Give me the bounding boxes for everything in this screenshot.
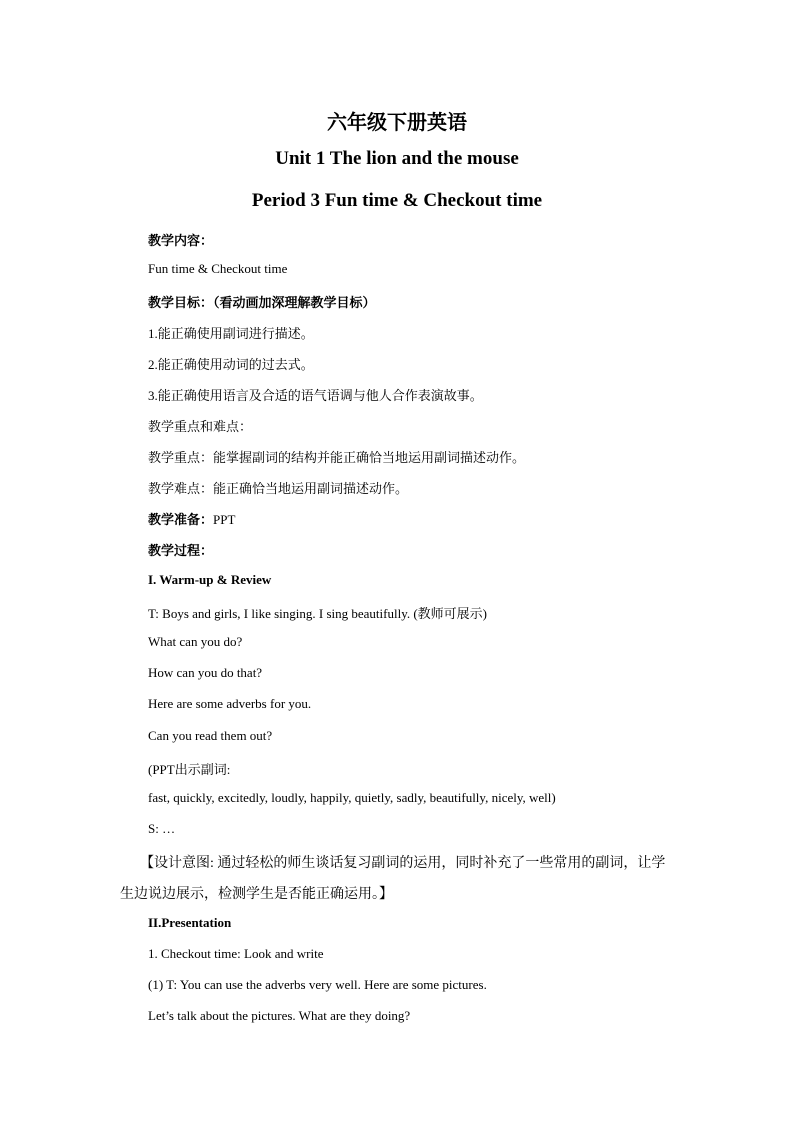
goal-item: 2.能正确使用动词的过去式。 — [148, 357, 314, 372]
section1-line: What can you do? — [148, 634, 243, 649]
section2-title: II.Presentation — [148, 915, 232, 930]
prep-value: PPT — [213, 512, 236, 527]
key-point: 教学重点：能掌握副词的结构并能正确恰当地运用副词描述动作。 — [148, 450, 526, 465]
goals-heading: 教学目标：（看动画加深理解教学目标） — [148, 295, 376, 310]
document-title: 六年级下册英语 — [327, 112, 467, 134]
content-text: Fun time & Checkout time — [148, 261, 288, 276]
goal-item: 1.能正确使用副词进行描述。 — [148, 326, 314, 341]
section1-line: (PPT出示副词: — [148, 762, 231, 777]
section2-line: Let’s talk about the pictures. What are they doing? — [148, 1008, 411, 1023]
section2-line: (1) T: You can use the adverbs very well. Here are some pictures. — [148, 977, 487, 992]
content-heading: 教学内容： — [148, 233, 214, 248]
section1-line: How can you do that? — [148, 665, 263, 680]
design-intent-line1: 【设计意图: 通过轻松的师生谈话复习副词的运用，同时补充了一些常用的副词，让学 — [140, 856, 666, 871]
section2-line: 1. Checkout time: Look and write — [148, 946, 324, 961]
prep-line — [148, 509, 235, 528]
section1-line: T: Boys and girls, I like singing. I sing beautifully. (教师可展示) — [148, 606, 488, 621]
section1-line: Can you read them out? — [148, 728, 273, 743]
section1-title: I. Warm-up & Review — [148, 572, 272, 587]
period-title: Period 3 Fun time & Checkout time — [251, 190, 543, 211]
difficulty: 教学难点：能正确恰当地运用副词描述动作。 — [148, 481, 409, 496]
unit-title: Unit 1 The lion and the mouse — [275, 148, 519, 169]
prep-label: 教学准备： — [148, 512, 214, 527]
goal-item: 3.能正确使用语言及合适的语气语调与他人合作表演故事。 — [148, 388, 483, 403]
process-heading: 教学过程： — [148, 543, 214, 558]
section1-line: Here are some adverbs for you. — [148, 696, 312, 711]
design-intent-line2: 生边说边展示，检测学生是否能正确运用。】 — [120, 887, 393, 902]
section1-line: fast, quickly, excitedly, loudly, happily, quietly, sadly, beautifully, nicely, well) — [148, 790, 556, 805]
section1-line: S: … — [148, 821, 176, 836]
key-heading: 教学重点和难点： — [148, 419, 253, 434]
